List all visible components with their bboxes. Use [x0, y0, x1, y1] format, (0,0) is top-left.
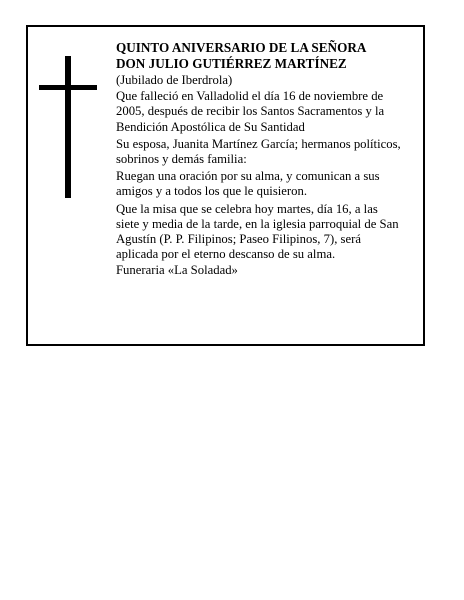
mass-line-1: Que la misa que se celebra hoy martes, día 16, a las: [116, 201, 378, 216]
prayer-line-2: amigos y a todos los que le quisieron.: [116, 184, 307, 199]
mass-line-4: aplicada por el eterno descanso de su alma.: [116, 247, 336, 262]
obituary-text: [116, 40, 426, 279]
family-line-2: sobrinos y demás familia:: [116, 152, 247, 167]
family-line-1: Su esposa, Juanita Martínez García; hermanos políticos,: [116, 136, 401, 151]
heading-line-2: DON JULIO GUTIÉRREZ MARTÍNEZ: [116, 56, 347, 71]
prayer-line-1: Ruegan una oración por su alma, y comunican a sus: [116, 169, 380, 184]
cross-horizontal-bar: [39, 85, 97, 90]
death-line-1: Que falleció en Valladolid el día 16 de noviembre de: [116, 89, 384, 104]
death-line-2: 2005, después de recibir los Santos Sacramentos y la: [116, 104, 385, 119]
funeral-home-text: Funeraria «La Soladad»: [116, 263, 238, 278]
mass-line-3: Agustín (P. P. Filipinos; Paseo Filipinos, 7), será: [116, 232, 361, 247]
cross-icon: [39, 56, 97, 198]
affiliation-text: (Jubilado de Iberdrola): [116, 73, 233, 87]
mass-line-2: siete y media de la tarde, en la iglesia parroquial de San: [116, 216, 399, 231]
heading-line-1: QUINTO ANIVERSARIO DE LA SEÑORA: [116, 40, 367, 55]
obituary-notice: [26, 25, 425, 346]
cross-vertical-bar: [65, 56, 71, 198]
death-line-3: Bendición Apostólica de Su Santidad: [116, 119, 305, 134]
